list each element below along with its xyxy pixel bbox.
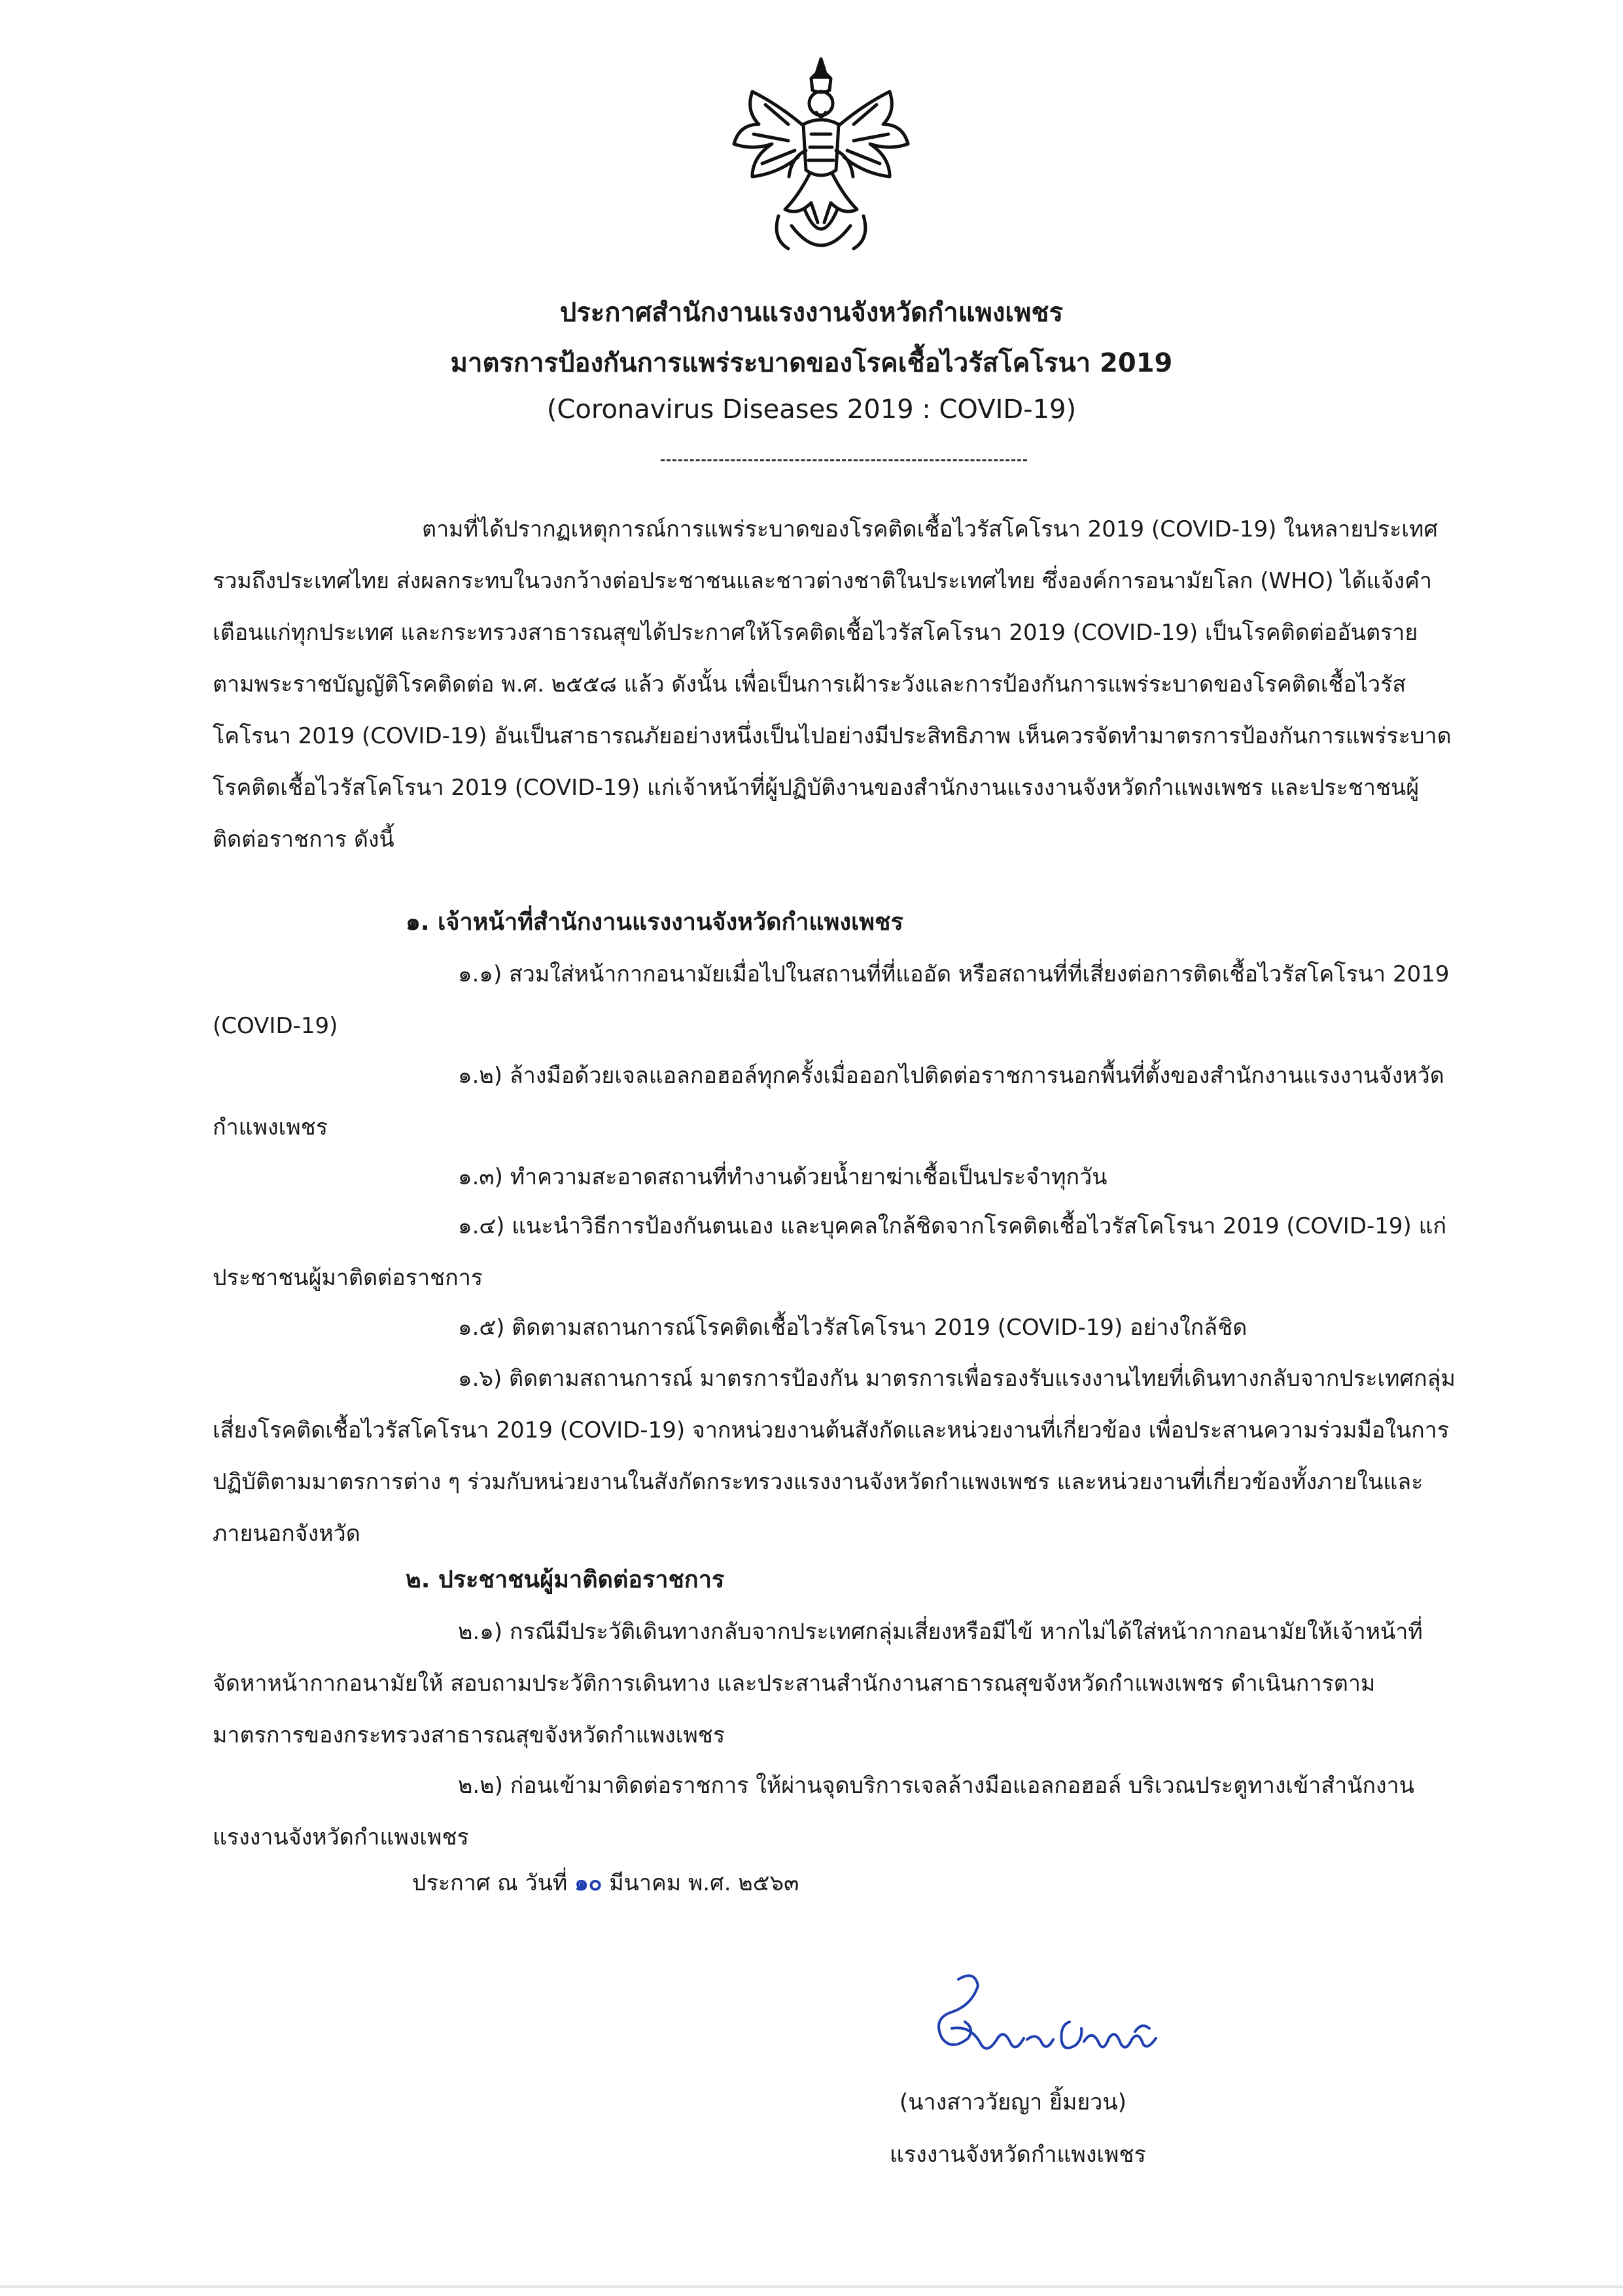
section2-item: ๒.๑) กรณีมีประวัติเดินทางกลับจากประเทศกลุ่มเสี่ยงหรือมีไข้ หากไม่ได้ใส่หน้ากากอนามัยให้เจ้าหน้าที่จัดหาหน้ากากอนามัยให้ สอบถามประวัติการเดินทาง และประสานสำนักงานสาธารณสุขจังหวัดกำแพงเพชร ดำเนินการตามมาตรการของกระทรวงสาธารณสุขจังหวัดกำแพงเพชร	[213, 1619, 1423, 1748]
signer-name: (นางสาววัยญา ยิ้มยวน)	[899, 2089, 1126, 2115]
date-day: ๑๐	[574, 1870, 602, 1896]
document-subtitle-english: (Coronavirus Diseases 2019 : COVID-19)	[546, 395, 1077, 425]
document-title: ประกาศสำนักงานแรงงานจังหวัดกำแพงเพชร	[559, 298, 1064, 328]
title-divider	[661, 459, 1027, 461]
section2-heading: ๒. ประชาชนผู้มาติดต่อราชการ	[406, 1566, 725, 1593]
section1-item: ๑.๕) ติดตามสถานการณ์โรคติดเชื้อไวรัสโคโรนา 2019 (COVID-19) อย่างใกล้ชิด	[458, 1315, 1248, 1341]
section2-item: ๒.๒) ก่อนเข้ามาติดต่อราชการ ให้ผ่านจุดบริการเจลล้างมือแอลกอฮอล์ บริเวณประตูทางเข้าสำนักงานแรงงานจังหวัดกำแพงเพชร	[213, 1773, 1414, 1850]
page-bottom-edge	[0, 2286, 1623, 2288]
section1-item: ๑.๒) ล้างมือด้วยเจลแอลกอฮอล์ทุกครั้งเมื่อออกไปติดต่อราชการนอกพื้นที่ตั้งของสำนักงานแรงงานจังหวัดกำแพงเพชร	[213, 1063, 1444, 1140]
handwritten-signature	[913, 1966, 1187, 2077]
section1-item: ๑.๓) ทำความสะอาดสถานที่ทำงานด้วยน้ำยาฆ่าเชื้อเป็นประจำทุกวัน	[458, 1164, 1108, 1190]
intro-paragraph: ตามที่ได้ปรากฏเหตุการณ์การแพร่ระบาดของโรคติดเชื้อไวรัสโคโรนา 2019 (COVID-19) ในหลายประเทศรวมถึงประเทศไทย ส่งผลกระทบในวงกว้างต่อประชาชนและชาวต่างชาติในประเทศไทย ซึ่งองค์การอนามัยโลก (WHO) ได้แจ้งคำเตือนแก่ทุกประเทศ และกระทรวงสาธารณสุขได้ประกาศให้โรคติดเชื้อไวรัสโคโรนา 2019 (COVID-19) เป็นโรคติดต่ออันตรายตามพระราชบัญญัติโรคติดต่อ พ.ศ. ๒๕๕๘ แล้ว ดังนั้น เพื่อเป็นการเฝ้าระวังและการป้องกันการแพร่ระบาดของโรคติดเชื้อไวรัสโคโรนา 2019 (COVID-19) อันเป็นสาธารณภัยอย่างหนึ่งเป็นไปอย่างมีประสิทธิภาพ เห็นควรจัดทำมาตรการป้องกันการแพร่ระบาดโรคติดเชื้อไวรัสโคโรนา 2019 (COVID-19) แก่เจ้าหน้าที่ผู้ปฏิบัติงานของสำนักงานแรงงานจังหวัดกำแพงเพชร และประชาชนผู้ติดต่อราชการ ดังนี้	[213, 516, 1452, 853]
section1-heading: ๑. เจ้าหน้าที่สำนักงานแรงงานจังหวัดกำแพงเพชร	[406, 909, 903, 936]
garuda-emblem-icon	[726, 52, 916, 268]
section1-item: ๑.๖) ติดตามสถานการณ์ มาตรการป้องกัน มาตรการเพื่อรองรับแรงงานไทยที่เดินทางกลับจากประเทศกลุ่มเสี่ยงโรคติดเชื้อไวรัสโคโรนา 2019 (COVID-19) จากหน่วยงานต้นสังกัดและหน่วยงานที่เกี่ยวข้อง เพื่อประสานความร่วมมือในการปฏิบัติตามมาตรการต่าง ๆ ร่วมกับหน่วยงานในสังกัดกระทรวงแรงงานจังหวัดกำแพงเพชร และหน่วยงานที่เกี่ยวข้องทั้งภายในและภายนอกจังหวัด	[213, 1366, 1456, 1547]
section1-item: ๑.๔) แนะนำวิธีการป้องกันตนเอง และบุคคลใกล้ชิดจากโรคติดเชื้อไวรัสโคโรนา 2019 (COVID-19) แก่ประชาชนผู้มาติดต่อราชการ	[213, 1213, 1447, 1291]
announcement-date	[412, 1865, 799, 1900]
section1-item: ๑.๑) สวมใส่หน้ากากอนามัยเมื่อไปในสถานที่ที่แออัด หรือสถานที่ที่เสี่ยงต่อการติดเชื้อไวรัสโคโรนา 2019 (COVID-19)	[213, 961, 1450, 1039]
signer-position: แรงงานจังหวัดกำแพงเพชร	[890, 2142, 1146, 2168]
document-subtitle: มาตรการป้องกันการแพร่ระบาดของโรคเชื้อไวรัสโคโรนา 2019	[450, 348, 1173, 378]
date-suffix: มีนาคม พ.ศ. ๒๕๖๓	[609, 1870, 799, 1896]
date-prefix: ประกาศ ณ วันที่	[412, 1870, 568, 1896]
